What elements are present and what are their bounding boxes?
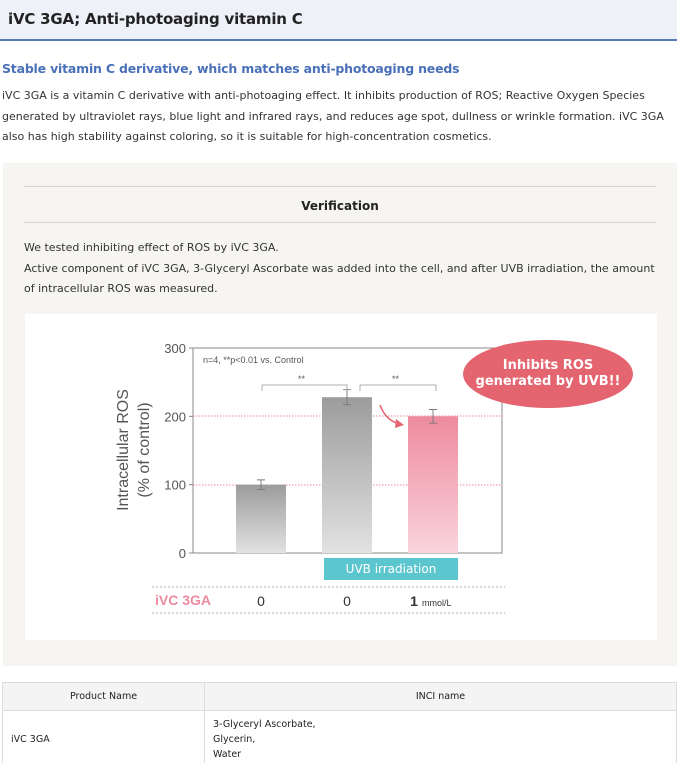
product-name-cell: iVC 3GA	[3, 711, 205, 763]
verification-line-1: We tested inhibiting effect of ROS by iVC 3GA.	[24, 241, 279, 254]
table-row	[3, 711, 677, 763]
significance-mark-2: **	[392, 374, 400, 384]
significance-mark-1: **	[298, 374, 306, 384]
product-table	[2, 682, 677, 763]
ros-callout-bubble	[463, 340, 633, 408]
stat-note: n=4, **p<0.01 vs. Control	[203, 355, 304, 365]
inci-line-1: 3-Glyceryl Ascorbate,	[213, 719, 316, 730]
verification-line-2: Active component of iVC 3GA, 3-Glyceryl Ascorbate was added into the cell, and after UVB irradiation, the amount of intracellular ROS was measured.	[24, 261, 655, 295]
dose-value-ivc: 1	[410, 593, 418, 609]
bar-control	[236, 485, 286, 553]
bubble-line-2: generated by UVB!!	[475, 374, 621, 389]
dose-label: iVC 3GA	[155, 592, 212, 608]
y-tick-label: 200	[164, 409, 186, 425]
y-axis-label-line-1: Intracellular ROS	[115, 389, 132, 511]
header-inci-name: INCI name	[205, 683, 677, 711]
verification-title: Verification	[301, 199, 379, 213]
inci-line-2: Glycerin,	[213, 734, 256, 745]
page-title: iVC 3GA; Anti-photoaging vitamin C	[8, 10, 303, 28]
table-header-row	[3, 683, 677, 711]
significance-bracket-2	[360, 385, 436, 391]
bubble-line-1: Inhibits ROS	[502, 358, 594, 373]
dose-value-control: 0	[257, 593, 265, 609]
significance-bracket-1	[262, 385, 347, 391]
inci-name-cell	[205, 711, 677, 763]
uvb-irradiation-label: UVB irradiation	[324, 558, 458, 580]
section-subtitle: Stable vitamin C derivative, which matches anti-photoaging needs	[2, 61, 460, 76]
y-tick-label: 300	[164, 341, 186, 356]
header-product-name: Product Name	[3, 683, 205, 711]
inci-line-3: Water	[213, 749, 242, 760]
reduction-arrowhead-icon	[395, 419, 404, 428]
y-axis-label-line-2: (% of control)	[136, 402, 153, 498]
intro-paragraph: iVC 3GA is a vitamin C derivative with anti-photoaging effect. It inhibits production of ROS; Reactive Oxygen Species generated by ultraviolet rays, blue light and infrared rays, and reduces age spot, dullness or wrinkle formation. iVC 3GA also has high stability against coloring, so it is suitable for high-concentration cosmetics.	[2, 89, 664, 143]
dose-value-uvb: 0	[343, 593, 351, 609]
bar-ivc3ga	[408, 416, 458, 553]
y-tick-label: 100	[164, 477, 186, 493]
dose-unit: mmol/L	[422, 598, 452, 608]
y-tick-label: 0	[178, 546, 186, 561]
bar-uvb	[322, 397, 372, 553]
